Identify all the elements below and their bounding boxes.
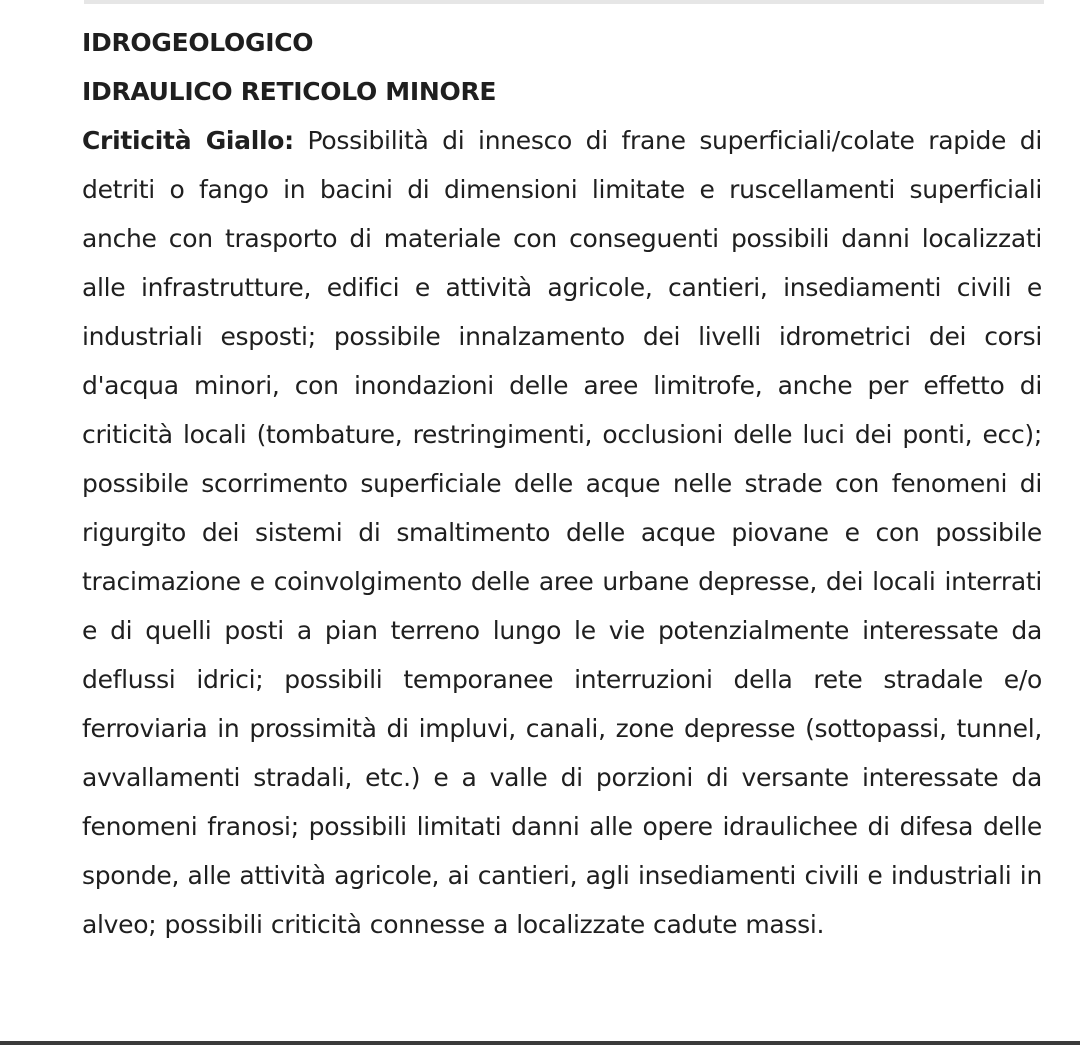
document-body bbox=[82, 18, 1042, 949]
bottom-divider bbox=[0, 1041, 1080, 1045]
criticita-paragraph bbox=[82, 116, 1042, 949]
heading-idrogeologico: IDROGEOLOGICO bbox=[82, 28, 314, 57]
criticita-label: Criticità Giallo: bbox=[82, 126, 294, 155]
top-divider bbox=[84, 0, 1044, 4]
criticita-text: Possibilità di innesco di frane superficiali/colate rapide di detriti o fango in bacini di dimensioni limitate e ruscellamenti superficiali anche con trasporto di materiale con conseguenti possibili danni localizzati alle infrastrutture, edifici e attività agricole, cantieri, insediamenti civili e industriali esposti; possibile innalzamento dei livelli idrometrici dei corsi d'acqua minori, con inondazioni delle aree limitrofe, anche per effetto di criticità locali (tombature, restringimenti, occlusioni delle luci dei ponti, ecc); possibile scorrimento superficiale delle acque nelle strade con fenomeni di rigurgito dei sistemi di smaltimento delle acque piovane e con possibile tracimazione e coinvolgimento delle aree urbane depresse, dei locali interrati e di quelli posti a pian terreno lungo le vie potenzialmente interessate da deflussi idrici; possibili temporanee interruzioni della rete stradale e/o ferroviaria in prossimità di impluvi, canali, zone depresse (sottopassi, tunnel, avvallamenti stradali, etc.) e a valle di porzioni di versante interessate da fenomeni franosi; possibili limitati danni alle opere idraulichee di difesa delle sponde, alle attività agricole, ai cantieri, agli insediamenti civili e industriali in alveo; possibili criticità connesse a localizzate cadute massi. bbox=[82, 126, 1042, 939]
heading-idraulico-reticolo-minore: IDRAULICO RETICOLO MINORE bbox=[82, 77, 497, 106]
